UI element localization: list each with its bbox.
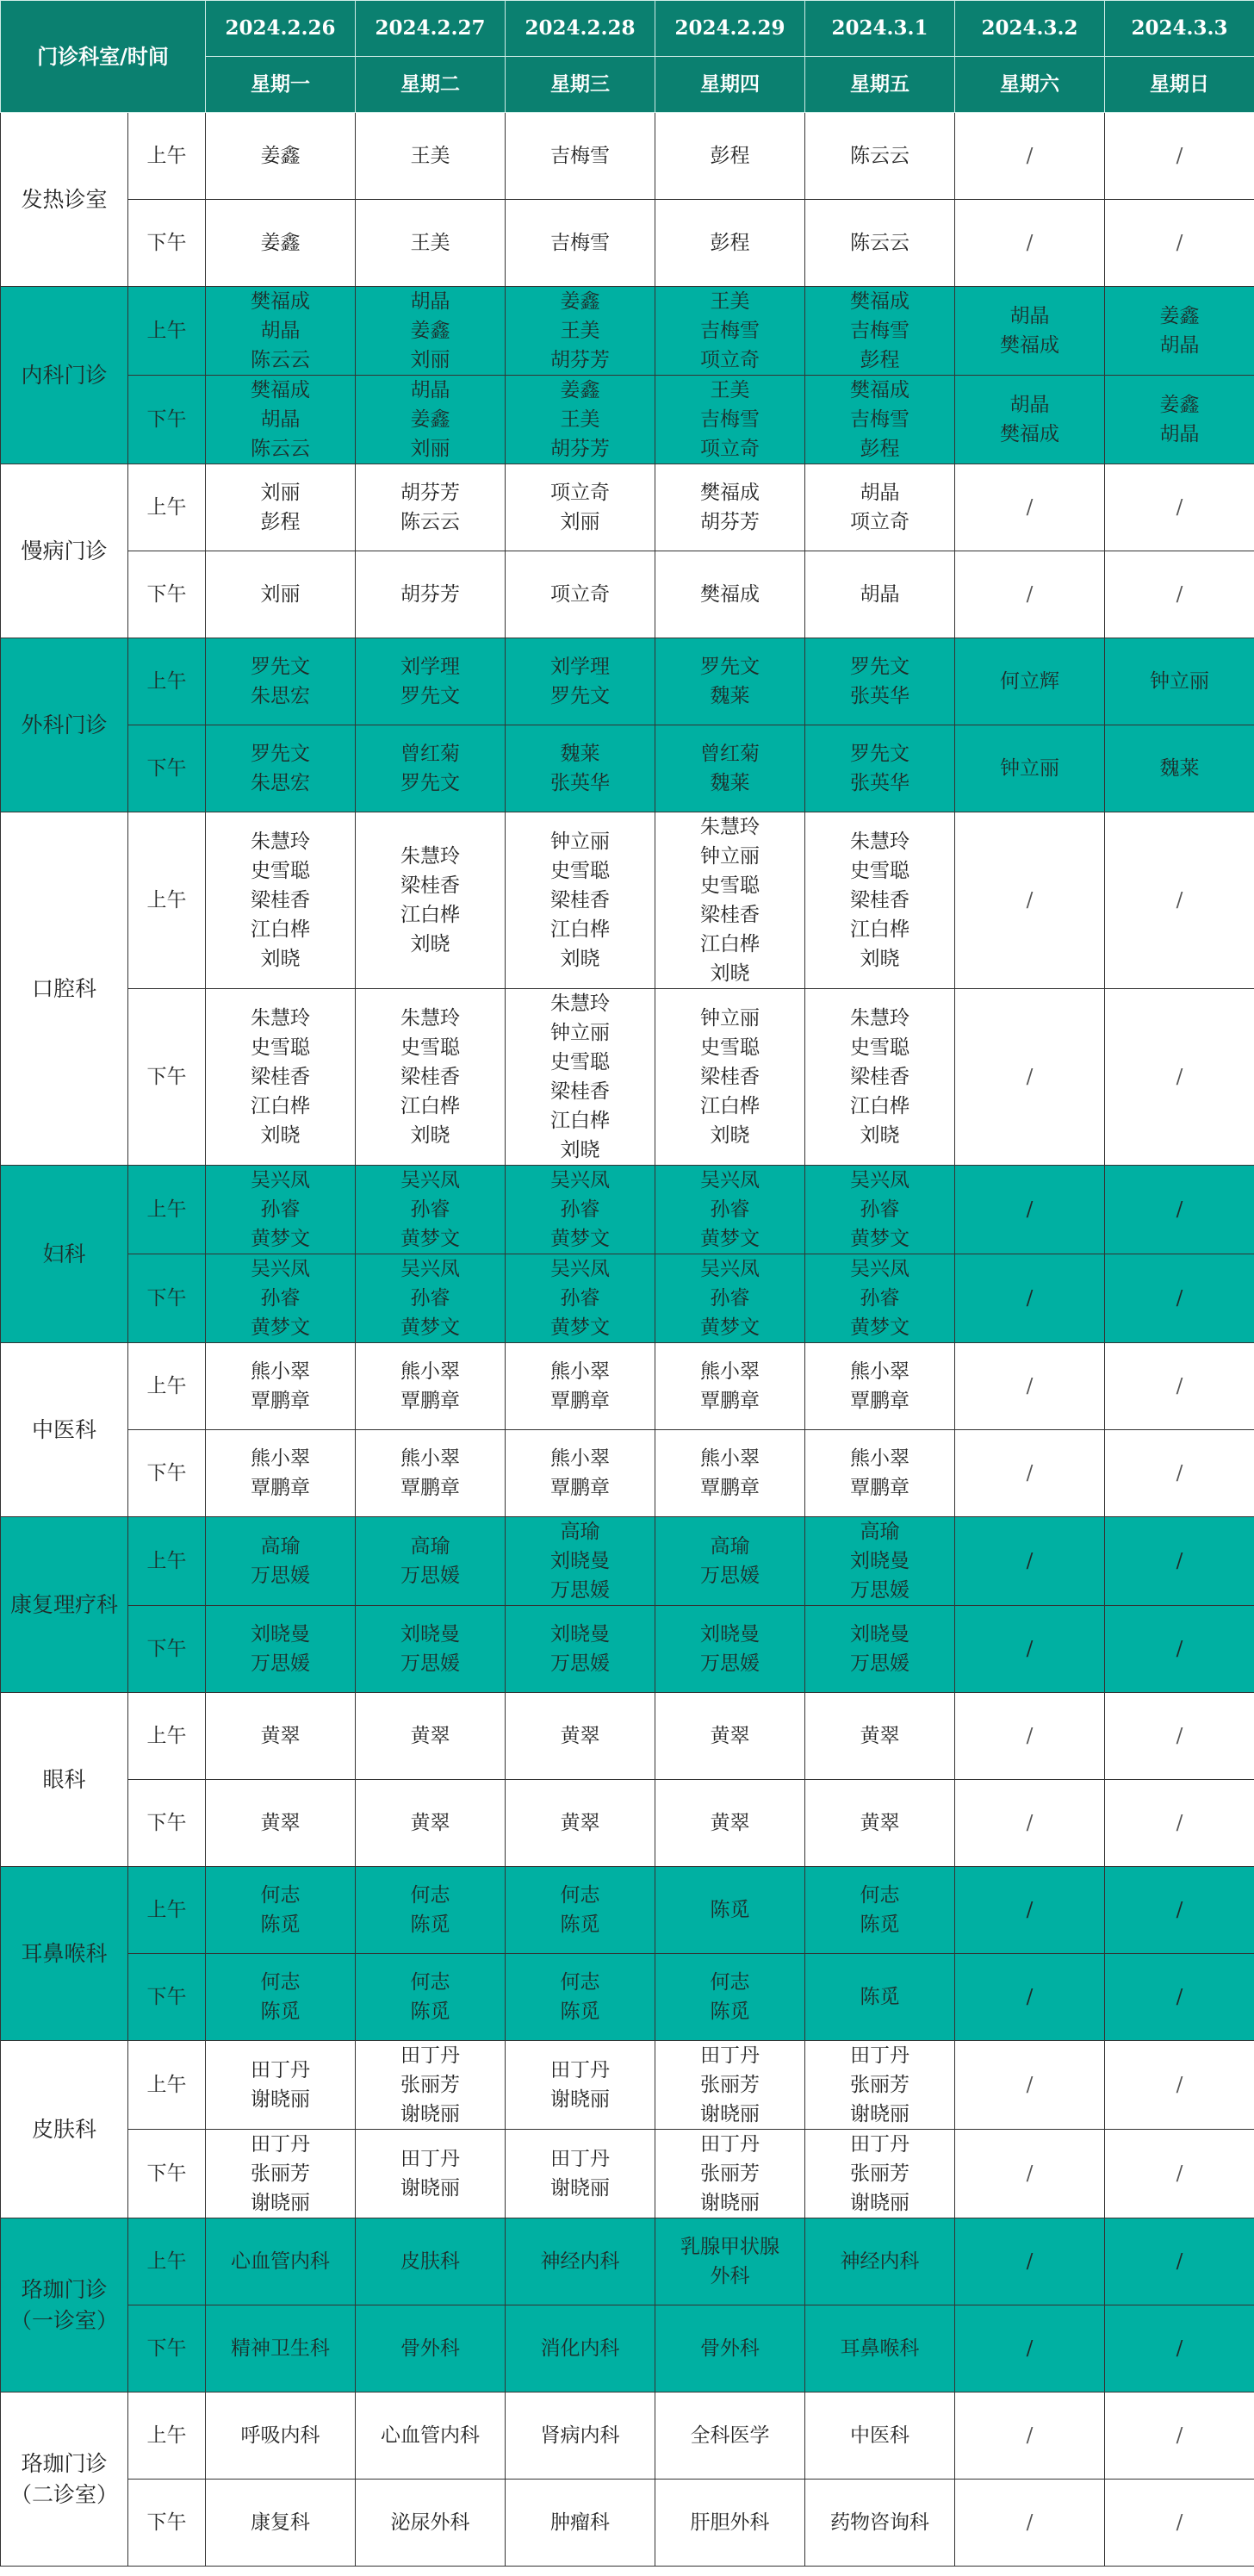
schedule-cell: / xyxy=(1105,1254,1254,1343)
schedule-cell: / xyxy=(1105,1343,1254,1430)
schedule-cell: / xyxy=(1105,1954,1254,2041)
period-label: 上午 xyxy=(128,1693,206,1780)
schedule-cell: 田丁丹 张丽芳 谢晓丽 xyxy=(206,2130,356,2218)
period-label: 上午 xyxy=(128,1343,206,1430)
schedule-cell: 田丁丹 张丽芳 谢晓丽 xyxy=(805,2130,955,2218)
schedule-cell: / xyxy=(1105,464,1254,551)
schedule-cell: 黄翠 xyxy=(356,1693,506,1780)
department-name: 眼科 xyxy=(1,1693,128,1867)
schedule-cell: / xyxy=(955,1166,1105,1254)
schedule-cell: / xyxy=(955,2392,1105,2480)
table-row xyxy=(1,1780,1254,1867)
schedule-cell: 陈云云 xyxy=(805,113,955,200)
schedule-cell: 高瑜 万思媛 xyxy=(206,1517,356,1606)
weekday-header: 星期日 xyxy=(1105,57,1254,113)
schedule-cell: / xyxy=(955,2218,1105,2305)
schedule-cell: / xyxy=(1105,989,1254,1166)
schedule-cell: / xyxy=(955,1430,1105,1517)
department-name: 妇科 xyxy=(1,1166,128,1343)
weekday-header: 星期六 xyxy=(955,57,1105,113)
date-header: 2024.3.1 xyxy=(805,1,955,57)
department-name: 内科门诊 xyxy=(1,287,128,464)
table-row xyxy=(1,1693,1254,1780)
schedule-cell: / xyxy=(955,2130,1105,2218)
period-label: 上午 xyxy=(128,287,206,376)
department-name: 慢病门诊 xyxy=(1,464,128,638)
schedule-cell: 骨外科 xyxy=(356,2305,506,2392)
schedule-cell: 刘晓曼 万思媛 xyxy=(206,1606,356,1693)
schedule-cell: 陈觅 xyxy=(655,1867,805,1954)
table-row xyxy=(1,1254,1254,1343)
period-label: 下午 xyxy=(128,1606,206,1693)
schedule-cell: 朱慧玲 史雪聪 梁桂香 江白桦 刘晓 xyxy=(805,989,955,1166)
date-header: 2024.2.27 xyxy=(356,1,506,57)
schedule-cell: 肾病内科 xyxy=(506,2392,655,2480)
schedule-cell: / xyxy=(1105,1430,1254,1517)
schedule-cell: / xyxy=(1105,1166,1254,1254)
schedule-cell: 高瑜 万思媛 xyxy=(356,1517,506,1606)
schedule-cell: 何志 陈觅 xyxy=(655,1954,805,2041)
table-row xyxy=(1,2305,1254,2392)
schedule-cell: 黄翠 xyxy=(206,1780,356,1867)
schedule-cell: 骨外科 xyxy=(655,2305,805,2392)
schedule-cell: 刘学理 罗先文 xyxy=(506,638,655,725)
schedule-cell: 吴兴凤 孙睿 黄梦文 xyxy=(356,1254,506,1343)
schedule-cell: 刘晓曼 万思媛 xyxy=(655,1606,805,1693)
schedule-cell: 高瑜 万思媛 xyxy=(655,1517,805,1606)
schedule-cell: 高瑜 刘晓曼 万思媛 xyxy=(506,1517,655,1606)
schedule-cell: 田丁丹 张丽芳 谢晓丽 xyxy=(655,2041,805,2130)
schedule-cell: / xyxy=(955,2041,1105,2130)
schedule-cell: 黄翠 xyxy=(655,1693,805,1780)
schedule-cell: 心血管内科 xyxy=(206,2218,356,2305)
schedule-cell: 王美 吉梅雪 项立奇 xyxy=(655,287,805,376)
schedule-cell: 熊小翠 覃鹏章 xyxy=(206,1343,356,1430)
department-name: 珞珈门诊 （二诊室） xyxy=(1,2392,128,2567)
schedule-cell: 中医科 xyxy=(805,2392,955,2480)
table-row xyxy=(1,812,1254,989)
schedule-cell: 吴兴凤 孙睿 黄梦文 xyxy=(805,1254,955,1343)
schedule-cell: 朱慧玲 钟立丽 史雪聪 梁桂香 江白桦 刘晓 xyxy=(506,989,655,1166)
schedule-cell: / xyxy=(955,1954,1105,2041)
schedule-cell: 钟立丽 史雪聪 梁桂香 江白桦 刘晓 xyxy=(655,989,805,1166)
schedule-cell: / xyxy=(955,113,1105,200)
schedule-cell: 朱慧玲 史雪聪 梁桂香 江白桦 刘晓 xyxy=(206,812,356,989)
schedule-cell: 田丁丹 谢晓丽 xyxy=(506,2041,655,2130)
schedule-cell: 朱慧玲 史雪聪 梁桂香 江白桦 刘晓 xyxy=(805,812,955,989)
table-row xyxy=(1,113,1254,200)
schedule-cell: 姜鑫 胡晶 xyxy=(1105,287,1254,376)
schedule-cell: 刘晓曼 万思媛 xyxy=(356,1606,506,1693)
schedule-cell: 樊福成 胡晶 陈云云 xyxy=(206,376,356,464)
period-label: 下午 xyxy=(128,1780,206,1867)
schedule-cell: 魏莱 张英华 xyxy=(506,725,655,812)
schedule-cell: 黄翠 xyxy=(506,1780,655,1867)
period-label: 上午 xyxy=(128,1867,206,1954)
schedule-cell: 何志 陈觅 xyxy=(206,1954,356,2041)
schedule-cell: 陈觅 xyxy=(805,1954,955,2041)
schedule-cell: 胡晶 樊福成 xyxy=(955,376,1105,464)
schedule-cell: / xyxy=(955,464,1105,551)
schedule-cell: 吴兴凤 孙睿 黄梦文 xyxy=(206,1254,356,1343)
schedule-cell: 钟立丽 xyxy=(955,725,1105,812)
schedule-cell: 何志 陈觅 xyxy=(356,1867,506,1954)
schedule-cell: / xyxy=(955,1780,1105,1867)
period-label: 上午 xyxy=(128,2041,206,2130)
schedule-cell: 精神卫生科 xyxy=(206,2305,356,2392)
date-header: 2024.3.2 xyxy=(955,1,1105,57)
schedule-cell: 黄翠 xyxy=(506,1693,655,1780)
schedule-cell: / xyxy=(955,812,1105,989)
schedule-cell: 刘学理 罗先文 xyxy=(356,638,506,725)
table-row xyxy=(1,1517,1254,1606)
department-name: 耳鼻喉科 xyxy=(1,1867,128,2041)
schedule-cell: 胡晶 项立奇 xyxy=(805,464,955,551)
schedule-cell: 乳腺甲状腺 外科 xyxy=(655,2218,805,2305)
table-row xyxy=(1,1867,1254,1954)
schedule-cell: 刘丽 xyxy=(206,551,356,638)
table-row xyxy=(1,287,1254,376)
schedule-cell: 樊福成 胡芬芳 xyxy=(655,464,805,551)
schedule-cell: 何志 陈觅 xyxy=(206,1867,356,1954)
schedule-cell: 樊福成 xyxy=(655,551,805,638)
schedule-cell: 呼吸内科 xyxy=(206,2392,356,2480)
schedule-cell: 泌尿外科 xyxy=(356,2480,506,2567)
schedule-cell: / xyxy=(1105,2305,1254,2392)
period-label: 下午 xyxy=(128,1254,206,1343)
table-row xyxy=(1,638,1254,725)
table-row xyxy=(1,1606,1254,1693)
schedule-cell: 田丁丹 谢晓丽 xyxy=(356,2130,506,2218)
period-label: 上午 xyxy=(128,638,206,725)
schedule-cell: / xyxy=(955,1343,1105,1430)
schedule-cell: 熊小翠 覃鹏章 xyxy=(356,1430,506,1517)
schedule-cell: 黄翠 xyxy=(206,1693,356,1780)
schedule-cell: / xyxy=(955,551,1105,638)
schedule-cell: / xyxy=(1105,2218,1254,2305)
schedule-cell: 何立辉 xyxy=(955,638,1105,725)
schedule-cell: 胡晶 樊福成 xyxy=(955,287,1105,376)
schedule-cell: 熊小翠 覃鹏章 xyxy=(506,1343,655,1430)
table-row xyxy=(1,2041,1254,2130)
schedule-cell: / xyxy=(955,200,1105,287)
period-label: 下午 xyxy=(128,200,206,287)
period-label: 上午 xyxy=(128,113,206,200)
department-name: 外科门诊 xyxy=(1,638,128,812)
schedule-cell: 吴兴凤 孙睿 黄梦文 xyxy=(805,1166,955,1254)
schedule-cell: / xyxy=(1105,1867,1254,1954)
period-label: 上午 xyxy=(128,464,206,551)
schedule-cell: 彭程 xyxy=(655,200,805,287)
table-row xyxy=(1,1430,1254,1517)
period-label: 下午 xyxy=(128,725,206,812)
schedule-cell: 皮肤科 xyxy=(356,2218,506,2305)
schedule-cell: / xyxy=(1105,1780,1254,1867)
schedule-cell: / xyxy=(1105,551,1254,638)
schedule-cell: / xyxy=(1105,2480,1254,2567)
schedule-cell: 吉梅雪 xyxy=(506,200,655,287)
period-label: 上午 xyxy=(128,2392,206,2480)
table-row xyxy=(1,551,1254,638)
weekday-header: 星期二 xyxy=(356,57,506,113)
schedule-cell: / xyxy=(955,1254,1105,1343)
schedule-cell: 全科医学 xyxy=(655,2392,805,2480)
schedule-cell: 肿瘤科 xyxy=(506,2480,655,2567)
period-label: 下午 xyxy=(128,2305,206,2392)
schedule-cell: 熊小翠 覃鹏章 xyxy=(805,1430,955,1517)
schedule-cell: 高瑜 刘晓曼 万思媛 xyxy=(805,1517,955,1606)
period-label: 下午 xyxy=(128,2480,206,2567)
schedule-cell: 何志 陈觅 xyxy=(506,1954,655,2041)
schedule-cell: / xyxy=(955,1693,1105,1780)
schedule-cell: 耳鼻喉科 xyxy=(805,2305,955,2392)
department-name: 皮肤科 xyxy=(1,2041,128,2218)
schedule-cell: 黄翠 xyxy=(655,1780,805,1867)
schedule-cell: 熊小翠 覃鹏章 xyxy=(506,1430,655,1517)
schedule-cell: 田丁丹 张丽芳 谢晓丽 xyxy=(356,2041,506,2130)
table-row xyxy=(1,989,1254,1166)
table-row xyxy=(1,1166,1254,1254)
weekday-header: 星期四 xyxy=(655,57,805,113)
schedule-cell: 吴兴凤 孙睿 黄梦文 xyxy=(356,1166,506,1254)
department-name: 珞珈门诊 （一诊室） xyxy=(1,2218,128,2392)
date-header: 2024.2.26 xyxy=(206,1,356,57)
schedule-cell: 刘晓曼 万思媛 xyxy=(506,1606,655,1693)
period-label: 下午 xyxy=(128,1954,206,2041)
period-label: 下午 xyxy=(128,1430,206,1517)
schedule-cell: 刘晓曼 万思媛 xyxy=(805,1606,955,1693)
period-label: 上午 xyxy=(128,1517,206,1606)
schedule-cell: 罗先文 张英华 xyxy=(805,638,955,725)
schedule-cell: 罗先文 魏莱 xyxy=(655,638,805,725)
schedule-cell: 黄翠 xyxy=(805,1693,955,1780)
period-label: 下午 xyxy=(128,2130,206,2218)
schedule-cell: 田丁丹 谢晓丽 xyxy=(506,2130,655,2218)
schedule-cell: / xyxy=(955,1517,1105,1606)
table-row xyxy=(1,464,1254,551)
corner-header: 门诊科室/时间 xyxy=(1,1,206,113)
schedule-cell: / xyxy=(1105,1606,1254,1693)
schedule-cell: 田丁丹 张丽芳 谢晓丽 xyxy=(655,2130,805,2218)
schedule-cell: 曾红菊 魏莱 xyxy=(655,725,805,812)
table-row xyxy=(1,376,1254,464)
schedule-cell: 肝胆外科 xyxy=(655,2480,805,2567)
schedule-cell: / xyxy=(1105,2392,1254,2480)
schedule-cell: / xyxy=(955,1606,1105,1693)
schedule-cell: 黄翠 xyxy=(356,1780,506,1867)
department-name: 发热诊室 xyxy=(1,113,128,287)
schedule-cell: 姜鑫 王美 胡芬芳 xyxy=(506,376,655,464)
schedule-cell: 吴兴凤 孙睿 黄梦文 xyxy=(655,1166,805,1254)
schedule-cell: 罗先文 朱思宏 xyxy=(206,638,356,725)
department-name: 康复理疗科 xyxy=(1,1517,128,1693)
schedule-cell: 罗先文 张英华 xyxy=(805,725,955,812)
schedule-cell: 项立奇 xyxy=(506,551,655,638)
table-header xyxy=(1,1,1254,113)
schedule-cell: 朱慧玲 梁桂香 江白桦 刘晓 xyxy=(356,812,506,989)
schedule-cell: 熊小翠 覃鹏章 xyxy=(206,1430,356,1517)
schedule-cell: 姜鑫 xyxy=(206,113,356,200)
schedule-cell: / xyxy=(955,989,1105,1166)
date-header: 2024.2.28 xyxy=(506,1,655,57)
schedule-cell: 钟立丽 xyxy=(1105,638,1254,725)
schedule-cell: 熊小翠 覃鹏章 xyxy=(655,1343,805,1430)
table-row xyxy=(1,200,1254,287)
schedule-cell: 钟立丽 史雪聪 梁桂香 江白桦 刘晓 xyxy=(506,812,655,989)
schedule-cell: 姜鑫 胡晶 xyxy=(1105,376,1254,464)
schedule-cell: 药物咨询科 xyxy=(805,2480,955,2567)
schedule-cell: 刘丽 彭程 xyxy=(206,464,356,551)
schedule-cell: 陈云云 xyxy=(805,200,955,287)
schedule-cell: 魏莱 xyxy=(1105,725,1254,812)
weekday-header: 星期一 xyxy=(206,57,356,113)
weekday-header: 星期三 xyxy=(506,57,655,113)
schedule-cell: 熊小翠 覃鹏章 xyxy=(655,1430,805,1517)
schedule-cell: 项立奇 刘丽 xyxy=(506,464,655,551)
table-row xyxy=(1,725,1254,812)
schedule-cell: 田丁丹 谢晓丽 xyxy=(206,2041,356,2130)
schedule-cell: 消化内科 xyxy=(506,2305,655,2392)
schedule-cell: / xyxy=(955,2480,1105,2567)
schedule-cell: 吉梅雪 xyxy=(506,113,655,200)
schedule-cell: / xyxy=(1105,1693,1254,1780)
schedule-cell: 王美 xyxy=(356,200,506,287)
table-row xyxy=(1,2218,1254,2305)
schedule-cell: 胡芬芳 陈云云 xyxy=(356,464,506,551)
schedule-cell: / xyxy=(1105,812,1254,989)
schedule-cell: 吴兴凤 孙睿 黄梦文 xyxy=(655,1254,805,1343)
schedule-cell: 何志 陈觅 xyxy=(356,1954,506,2041)
schedule-cell: 朱慧玲 史雪聪 梁桂香 江白桦 刘晓 xyxy=(206,989,356,1166)
table-row xyxy=(1,1343,1254,1430)
period-label: 上午 xyxy=(128,1166,206,1254)
period-label: 下午 xyxy=(128,989,206,1166)
schedule-cell: / xyxy=(1105,2041,1254,2130)
schedule-cell: / xyxy=(1105,200,1254,287)
schedule-cell: 胡芬芳 xyxy=(356,551,506,638)
schedule-cell: 吴兴凤 孙睿 黄梦文 xyxy=(506,1166,655,1254)
schedule-cell: 吴兴凤 孙睿 黄梦文 xyxy=(506,1254,655,1343)
schedule-cell: 樊福成 吉梅雪 彭程 xyxy=(805,376,955,464)
schedule-cell: 樊福成 吉梅雪 彭程 xyxy=(805,287,955,376)
period-label: 下午 xyxy=(128,551,206,638)
schedule-cell: 神经内科 xyxy=(506,2218,655,2305)
schedule-cell: 王美 吉梅雪 项立奇 xyxy=(655,376,805,464)
schedule-cell: 熊小翠 覃鹏章 xyxy=(805,1343,955,1430)
schedule-cell: 曾红菊 罗先文 xyxy=(356,725,506,812)
schedule-cell: 姜鑫 xyxy=(206,200,356,287)
schedule-cell: / xyxy=(1105,1517,1254,1606)
weekday-header: 星期五 xyxy=(805,57,955,113)
department-name: 口腔科 xyxy=(1,812,128,1166)
schedule-cell: 心血管内科 xyxy=(356,2392,506,2480)
schedule-cell: / xyxy=(955,1867,1105,1954)
schedule-cell: / xyxy=(1105,113,1254,200)
schedule-cell: / xyxy=(955,2305,1105,2392)
schedule-cell: 田丁丹 张丽芳 谢晓丽 xyxy=(805,2041,955,2130)
period-label: 上午 xyxy=(128,2218,206,2305)
schedule-cell: 神经内科 xyxy=(805,2218,955,2305)
schedule-cell: 胡晶 xyxy=(805,551,955,638)
period-label: 下午 xyxy=(128,376,206,464)
schedule-cell: 黄翠 xyxy=(805,1780,955,1867)
schedule-cell: 朱慧玲 钟立丽 史雪聪 梁桂香 江白桦 刘晓 xyxy=(655,812,805,989)
department-name: 中医科 xyxy=(1,1343,128,1517)
date-header: 2024.2.29 xyxy=(655,1,805,57)
schedule-cell: 彭程 xyxy=(655,113,805,200)
schedule-cell: 胡晶 姜鑫 刘丽 xyxy=(356,376,506,464)
schedule-cell: 康复科 xyxy=(206,2480,356,2567)
schedule-cell: 何志 陈觅 xyxy=(805,1867,955,1954)
table-row xyxy=(1,2480,1254,2567)
schedule-cell: / xyxy=(1105,2130,1254,2218)
table-row xyxy=(1,2130,1254,2218)
table-row xyxy=(1,2392,1254,2480)
schedule-cell: 吴兴凤 孙睿 黄梦文 xyxy=(206,1166,356,1254)
schedule-cell: 朱慧玲 史雪聪 梁桂香 江白桦 刘晓 xyxy=(356,989,506,1166)
schedule-cell: 樊福成 胡晶 陈云云 xyxy=(206,287,356,376)
schedule-cell: 胡晶 姜鑫 刘丽 xyxy=(356,287,506,376)
date-header: 2024.3.3 xyxy=(1105,1,1254,57)
schedule-cell: 何志 陈觅 xyxy=(506,1867,655,1954)
period-label: 上午 xyxy=(128,812,206,989)
table-row xyxy=(1,1954,1254,2041)
schedule-cell: 姜鑫 王美 胡芬芳 xyxy=(506,287,655,376)
schedule-cell: 王美 xyxy=(356,113,506,200)
table-body xyxy=(1,113,1254,2567)
schedule-cell: 熊小翠 覃鹏章 xyxy=(356,1343,506,1430)
schedule-cell: 罗先文 朱思宏 xyxy=(206,725,356,812)
